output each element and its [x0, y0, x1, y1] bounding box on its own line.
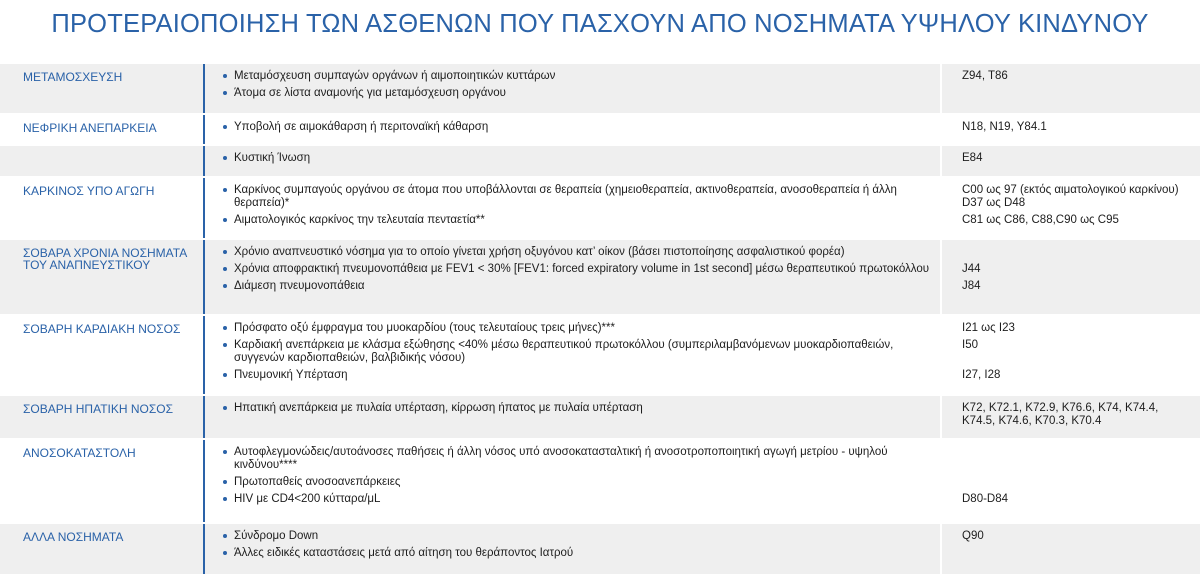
list-item: Μεταμόσχευση συμπαγών οργάνων ή αιμοποιητικών κυττάρων [223, 70, 940, 83]
list-item: Καρδιακή ανεπάρκεια με κλάσμα εξώθησης <40% μέσω θεραπευτικού πρωτοκόλλου (συμπεριλαμβανόμενων μυοκαρδιοπαθειών, συγγενών καρδιοπαθειών, βαλβιδικής νόσου) [223, 339, 940, 365]
table-row [0, 146, 1200, 178]
icd-code: J84 [962, 280, 981, 292]
row-items [205, 240, 940, 314]
icd-code: I21 ως I23 [962, 322, 1015, 334]
row-category [0, 146, 203, 176]
row-items [205, 524, 940, 574]
table-row [0, 178, 1200, 240]
table-row [0, 440, 1200, 524]
icd-code [962, 446, 1194, 472]
table-row [0, 64, 1200, 115]
list-item: Υποβολή σε αιμοκάθαρση ή περιτοναϊκή κάθαρση [223, 121, 940, 134]
list-item: Πνευμονική Υπέρταση [223, 369, 940, 382]
icd-code: J44 [962, 263, 981, 275]
row-codes [940, 240, 1200, 314]
icd-code [962, 476, 1194, 489]
list-item: Ηπατική ανεπάρκεια με πυλαία υπέρταση, κίρρωση ήπατος με πυλαία υπέρταση [223, 402, 940, 415]
risk-table [0, 64, 1200, 576]
icd-code: I27, I28 [962, 369, 1001, 381]
table-row [0, 115, 1200, 146]
row-category: ΣΟΒΑΡΗ ΚΑΡΔΙΑΚΗ ΝΟΣΟΣ [23, 322, 181, 336]
icd-code: N18, N19, Y84.1 [962, 121, 1047, 133]
row-items [205, 316, 940, 394]
row-items [205, 178, 940, 238]
row-codes [940, 396, 1200, 438]
icd-code: Z94, T86 [962, 70, 1008, 82]
row-category: ΑΝΟΣΟΚΑΤΑΣΤΟΛΗ [23, 446, 136, 460]
row-codes [940, 115, 1200, 144]
page-title: ΠΡΟΤΕΡΑΙΟΠΟΙΗΣΗ ΤΩΝ ΑΣΘΕΝΩΝ ΠΟΥ ΠΑΣΧΟΥΝ ΑΠΟ ΝΟΣΗΜΑΤΑ ΥΨΗΛΟΥ ΚΙΝΔΥΝΟΥ [51, 10, 1149, 38]
list-item: HIV με CD4<200 κύτταρα/μL [223, 493, 940, 506]
row-items [205, 64, 940, 113]
list-item: Κυστική Ίνωση [223, 152, 940, 165]
icd-code [962, 246, 1194, 259]
table-row [0, 524, 1200, 576]
row-items [205, 440, 940, 522]
icd-code: Q90 [962, 530, 984, 542]
row-category: ΝΕΦΡΙΚΗ ΑΝΕΠΑΡΚΕΙΑ [23, 121, 157, 135]
row-codes [940, 64, 1200, 113]
row-codes [940, 146, 1200, 176]
row-category: ΣΟΒΑΡΑ ΧΡΟΝΙΑ ΝΟΣΗΜΑΤΑ ΤΟΥ ΑΝΑΠΝΕΥΣΤΙΚΟΥ [23, 246, 187, 272]
icd-code: E84 [962, 152, 983, 164]
list-item: Πρόσφατο οξύ έμφραγμα του μυοκαρδίου (τους τελευταίους τρεις μήνες)*** [223, 322, 940, 335]
row-codes [940, 178, 1200, 238]
icd-code [962, 87, 1194, 100]
icd-code: C00 ως 97 (εκτός αιματολογικού καρκίνου) D37 ως D48 [962, 184, 1179, 209]
icd-code: K72, K72.1, K72.9, K76.6, K74, K74.4, K74.5, K74.6, K70.3, K70.4 [962, 402, 1159, 427]
row-items [205, 146, 940, 176]
row-codes [940, 440, 1200, 522]
list-item: Άλλες ειδικές καταστάσεις μετά από αίτηση του θεράποντος Ιατρού [223, 547, 940, 560]
icd-code: C81 ως C86, C88,C90 ως C95 [962, 214, 1119, 226]
list-item: Διάμεση πνευμονοπάθεια [223, 280, 940, 293]
row-codes [940, 316, 1200, 394]
icd-code: D80-D84 [962, 493, 1009, 505]
list-item: Χρόνια αποφρακτική πνευμονοπάθεια με FEV1 < 30% [FEV1: forced expiratory volume in 1st second] μέσω θεραπευτικού πρωτοκόλλου [223, 263, 940, 276]
list-item: Καρκίνος συμπαγούς οργάνου σε άτομα που υποβάλλονται σε θεραπεία (χημειοθεραπεία, ακτινοθεραπεία, ανοσοθεραπεία ή άλλη θεραπεία)* [223, 184, 940, 210]
row-category: ΜΕΤΑΜΟΣΧΕΥΣΗ [23, 70, 123, 84]
list-item: Πρωτοπαθείς ανοσοανεπάρκειες [223, 476, 940, 489]
list-item: Χρόνιο αναπνευστικό νόσημα για το οποίο γίνεται χρήση οξυγόνου κατ’ οίκον (βάσει πιστοποίησης ασφαλιστικού φορέα) [223, 246, 940, 259]
table-row [0, 316, 1200, 396]
icd-code [962, 547, 1194, 560]
row-codes [940, 524, 1200, 574]
list-item: Άτομα σε λίστα αναμονής για μεταμόσχευση οργάνου [223, 87, 940, 100]
table-row [0, 240, 1200, 316]
list-item: Αιματολογικός καρκίνος την τελευταία πενταετία** [223, 214, 940, 227]
list-item: Αυτοφλεγμονώδεις/αυτοάνοσες παθήσεις ή άλλη νόσος υπό ανοσοκατασταλτική ή ανοσοτροποποιητική αγωγή μετρίου - υψηλού κινδύνου**** [223, 446, 940, 472]
row-category: ΚΑΡΚΙΝΟΣ ΥΠΟ ΑΓΩΓΗ [23, 184, 155, 198]
row-items [205, 396, 940, 438]
row-category: ΣΟΒΑΡΗ ΗΠΑΤΙΚΗ ΝΟΣΟΣ [23, 402, 174, 416]
table-row [0, 396, 1200, 440]
row-category: ΑΛΛΑ ΝΟΣΗΜΑΤΑ [23, 530, 124, 544]
list-item: Σύνδρομο Down [223, 530, 940, 543]
row-items [205, 115, 940, 144]
icd-code: I50 [962, 339, 978, 351]
